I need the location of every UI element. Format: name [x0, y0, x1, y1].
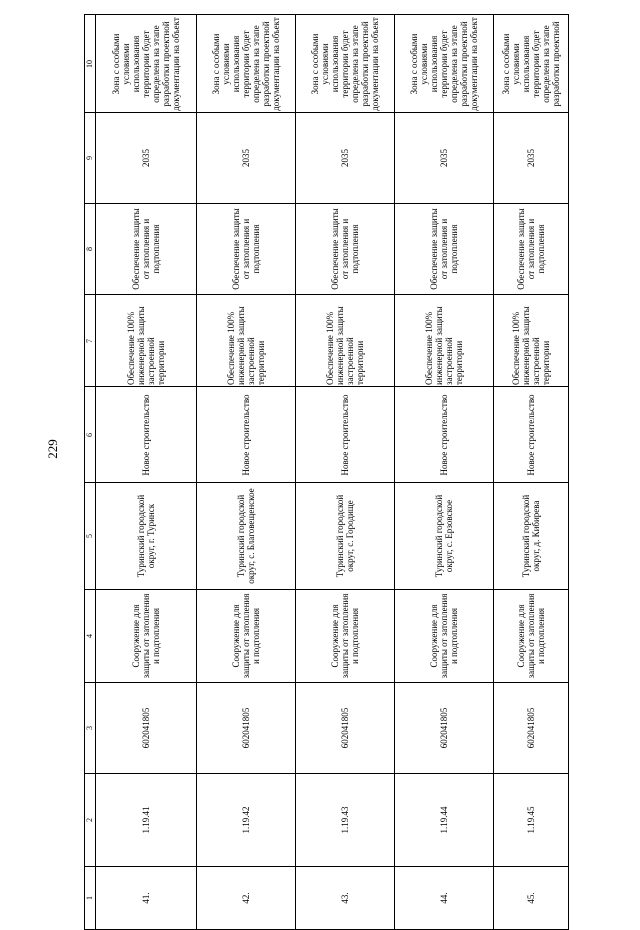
zone-note: Зона с особыми условиями использования территории будет определена на этапе разработки проектной [501, 20, 561, 107]
table-cell [296, 15, 395, 113]
completion-year: 2035 [241, 149, 251, 167]
object-effect: Обеспечение защиты от затопления и подтопления [429, 208, 459, 290]
completion-year: 2035 [340, 149, 350, 167]
table-cell [197, 590, 296, 683]
column-header [85, 483, 96, 590]
object-purpose: Обеспечение 100% инженерной защиты застроенной территории [226, 305, 266, 385]
object-purpose: Обеспечение 100% инженерной защиты застроенной территории [424, 305, 464, 385]
table-cell [494, 590, 569, 683]
object-name: Сооружение для защиты от затопления и подтопления [429, 593, 459, 679]
row-number: 42. [241, 892, 251, 904]
table-cell [296, 590, 395, 683]
table-cell [395, 387, 494, 483]
table-column-9 [85, 113, 569, 204]
column-header [85, 15, 96, 113]
row-code: 1.19.41 [141, 806, 151, 834]
object-location: Туринский городской округ, д. Кибирева [521, 494, 541, 578]
row-id: 602041805 [141, 707, 151, 749]
table-cell [96, 774, 197, 867]
object-location: Туринский городской округ, с. Городище [335, 494, 355, 578]
table-cell [395, 483, 494, 590]
table-cell [296, 683, 395, 774]
table-column-1 [85, 867, 569, 930]
completion-year: 2035 [526, 149, 536, 167]
table-cell [96, 483, 197, 590]
zone-note: Зона с особыми условиями использования территории будет определена на этапе разработки проектной документации на объект [211, 16, 281, 111]
table-cell [296, 295, 395, 387]
table-cell [395, 774, 494, 867]
table-cell [296, 483, 395, 590]
row-code: 1.19.44 [439, 806, 449, 834]
row-number: 44. [439, 892, 449, 904]
construction-type: Новое строительство [340, 393, 350, 476]
table-cell [494, 774, 569, 867]
column-header [85, 867, 96, 930]
object-location: Туринский городской округ, с. Благовещенское [236, 488, 256, 584]
column-header [85, 387, 96, 483]
column-header [85, 683, 96, 774]
table-cell [96, 295, 197, 387]
table-cell [395, 590, 494, 683]
table-cell [96, 113, 197, 204]
rotated-table [84, 14, 569, 930]
table-column-4 [85, 590, 569, 683]
row-id: 602041805 [340, 707, 350, 749]
column-header [85, 590, 96, 683]
table-cell [197, 387, 296, 483]
table-cell [197, 113, 296, 204]
completion-year: 2035 [439, 149, 449, 167]
column-header [85, 204, 96, 295]
row-number: 43. [340, 892, 350, 904]
table-cell [197, 15, 296, 113]
column-header-label: 3 [85, 726, 94, 730]
column-header-label: 9 [85, 156, 94, 160]
table-cell [96, 204, 197, 295]
column-header-label: 7 [85, 338, 94, 343]
object-name: Сооружение для защиты от затопления и подтопления [231, 593, 261, 679]
row-id: 602041805 [526, 707, 536, 749]
object-name: Сооружение для защиты от затопления и подтопления [131, 593, 161, 679]
table-cell [197, 483, 296, 590]
table-cell [197, 204, 296, 295]
object-purpose: Обеспечение 100% инженерной защиты застроенной территории [511, 305, 551, 385]
table-cell [197, 774, 296, 867]
table-column-5 [85, 483, 569, 590]
table-cell [96, 15, 197, 113]
row-code: 1.19.43 [340, 806, 350, 834]
object-effect: Обеспечение защиты от затопления и подтопления [330, 208, 360, 290]
row-id: 602041805 [439, 707, 449, 749]
construction-type: Новое строительство [141, 393, 151, 476]
table-cell [395, 113, 494, 204]
zone-note: Зона с особыми условиями использования территории будет определена на этапе разработки проектной документации на объект [310, 16, 380, 111]
row-number: 45. [526, 892, 536, 904]
table-cell [494, 483, 569, 590]
column-header-label: 5 [85, 534, 94, 538]
object-effect: Обеспечение защиты от затопления и подтопления [131, 208, 161, 290]
object-effect: Обеспечение защиты от затопления и подтопления [231, 208, 261, 290]
table-column-6 [85, 387, 569, 483]
table-cell [494, 387, 569, 483]
column-header-label: 6 [85, 432, 94, 437]
table-cell [296, 113, 395, 204]
table-column-8 [85, 204, 569, 295]
table-cell [395, 204, 494, 295]
table-cell [96, 683, 197, 774]
table-cell [296, 867, 395, 930]
column-header-label: 10 [85, 59, 94, 68]
column-header-label: 4 [85, 634, 94, 638]
completion-year: 2035 [141, 149, 151, 167]
construction-type: Новое строительство [439, 393, 449, 476]
table-column-10 [85, 15, 569, 113]
table-cell [494, 683, 569, 774]
table-cell [395, 867, 494, 930]
table-cell [494, 204, 569, 295]
row-number: 41. [141, 892, 151, 904]
construction-type: Новое строительство [241, 393, 251, 476]
object-purpose: Обеспечение 100% инженерной защиты застроенной территории [325, 305, 365, 385]
table-cell [296, 774, 395, 867]
table-column-2 [85, 774, 569, 867]
zone-note: Зона с особыми условиями использования территории будет определена на этапе разработки проектной документации на объект [111, 16, 181, 111]
table-column-7 [85, 295, 569, 387]
column-header [85, 774, 96, 867]
column-header [85, 295, 96, 387]
table-cell [395, 15, 494, 113]
table-cell [494, 295, 569, 387]
page-number: 229 [45, 439, 60, 459]
object-name: Сооружение для защиты от затопления и подтопления [330, 593, 360, 679]
row-id: 602041805 [241, 707, 251, 749]
table-cell [197, 683, 296, 774]
table-cell [395, 683, 494, 774]
table-cell [296, 387, 395, 483]
object-location: Туринский городской округ, г. Туринск [136, 494, 156, 578]
table-cell [395, 295, 494, 387]
object-purpose: Обеспечение 100% инженерной защиты застроенной территории [126, 305, 166, 385]
column-header [85, 113, 96, 204]
column-header-label: 2 [85, 818, 94, 822]
table-column-3 [85, 683, 569, 774]
row-code: 1.19.42 [241, 806, 251, 834]
object-effect: Обеспечение защиты от затопления и подтопления [516, 208, 546, 290]
table-cell [197, 867, 296, 930]
table-cell [96, 590, 197, 683]
object-location: Туринский городской округ, с. Ерзовское [434, 494, 454, 578]
column-header-label: 1 [85, 896, 94, 900]
table-cell [494, 15, 569, 113]
table-cell [494, 867, 569, 930]
column-header-label: 8 [85, 247, 94, 251]
table-cell [197, 295, 296, 387]
zone-note: Зона с особыми условиями использования территории будет определена на этапе разработки проектной документации на объект [409, 16, 479, 111]
object-name: Сооружение для защиты от затопления и подтопления [516, 593, 546, 679]
table-cell [96, 867, 197, 930]
table-cell [296, 204, 395, 295]
construction-type: Новое строительство [526, 393, 536, 476]
table-cell [96, 387, 197, 483]
row-code: 1.19.45 [526, 806, 536, 834]
table-cell [494, 113, 569, 204]
